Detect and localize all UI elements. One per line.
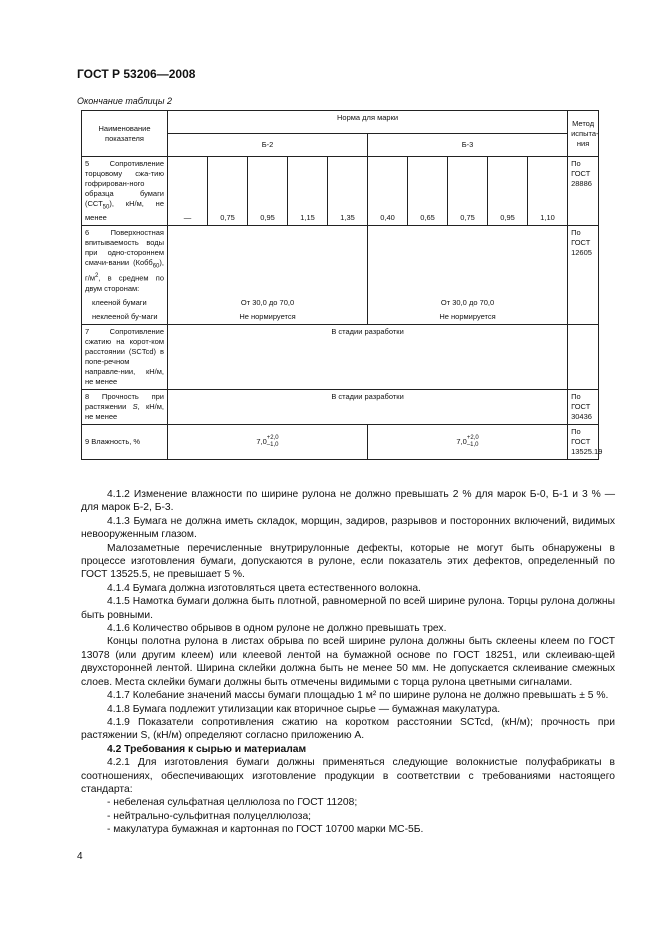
paragraph: 4.1.7 Колебание значений массы бумаги площадью 1 м² по ширине рулона не должно превышать ± 5 %. xyxy=(107,690,609,702)
header-b2-cell: Б-2 xyxy=(168,134,368,157)
header-b3-cell: Б-3 xyxy=(368,134,568,157)
row6b-b2: Не нормируется xyxy=(168,310,368,325)
paragraph: 4.1.3 Бумага не должна иметь складок, морщин, задиров, разрывов и посторонних включений, видимых невооруженным глазом. xyxy=(81,515,615,541)
row5-value: 0,65 xyxy=(408,157,448,226)
row9-method: По ГОСТ 13525.19 xyxy=(568,424,599,459)
paragraph: 4.1.6 Количество обрывов в одном рулоне не должно превышать трех. xyxy=(107,623,447,635)
paragraph: 4.1.2 Изменение влажности по ширине рулона не должно превышать 2 % для марок Б-0, Б-1 и 3 % — для марок Б-2, Б-3. xyxy=(81,489,615,514)
row6a-b2: От 30,0 до 70,0 xyxy=(168,296,368,310)
row-6 xyxy=(82,225,599,296)
table-caption: Окончание таблицы 2 xyxy=(77,96,172,106)
paragraph: 4.2.1 Для изготовления бумаги должны применяться следующие волокнистые полуфабрикаты в соотношениях, обеспечивающих изготовление продукции в соответствии с требованиями настоящего стандарта: xyxy=(81,757,615,795)
row8-name: 8 Прочность при растяжении S, кН/м, не менее xyxy=(82,389,168,424)
row5-name: 5 Сопротивление торцовому сжа-тию гофрирован-ного образца бумаги $(ССТ_{50})$, кН/м, не менее xyxy=(82,157,168,226)
row9-b2: 7,0+2,0 –1,0 xyxy=(168,424,368,459)
document-header: ГОСТ Р 53206—2008 xyxy=(77,67,196,81)
header-name-cell: Наименование показателя xyxy=(82,111,168,157)
row9-name: 9 Влажность, % xyxy=(82,424,168,459)
row-5 xyxy=(82,157,599,226)
row-8 xyxy=(82,389,599,424)
row-9 xyxy=(82,424,599,459)
row6a-b3: От 30,0 до 70,0 xyxy=(368,296,568,310)
row5-value: 0,40 xyxy=(368,157,408,226)
row5-value: 0,95 xyxy=(488,157,528,226)
row5-value: 0,75 xyxy=(208,157,248,226)
paragraph: 4.1.8 Бумага подлежит утилизации как вторичное сырье — бумажная макулатура. xyxy=(107,703,501,715)
row-7 xyxy=(82,324,599,389)
paragraph: 4.1.5 Намотка бумаги должна быть плотной, равномерной по всей ширине рулона. Торцы рулона должны быть ровными. xyxy=(81,596,615,621)
list-item: - небеленая сульфатная целлюлоза по ГОСТ 11208; xyxy=(107,797,358,809)
row-6a xyxy=(82,296,599,310)
body-text xyxy=(81,488,615,837)
row5-method: По ГОСТ 28886 xyxy=(568,157,599,226)
row5-value: 1,35 xyxy=(328,157,368,226)
row5-value: 0,95 xyxy=(248,157,288,226)
row6-name: 6 Поверхностная впитываемость воды при одно-стороннем смачи-вании (Кобб$_{60}$), $г/м^2$, в среднем по двум сторонам: xyxy=(82,225,168,296)
section-heading: 4.2 Требования к сырью и материалам xyxy=(107,743,307,755)
paragraph: 4.1.4 Бумага должна изготовляться цвета естественного волокна. xyxy=(107,582,421,594)
row8-value: В стадии разработки xyxy=(168,389,568,424)
row8-method: По ГОСТ 30436 xyxy=(568,389,599,424)
row6a-name: клееной бумаги xyxy=(82,296,168,310)
row7-value: В стадии разработки xyxy=(168,324,568,389)
row5-value: 1,15 xyxy=(288,157,328,226)
properties-table xyxy=(81,110,603,460)
row9-b3: 7,0+2,0 –1,0 xyxy=(368,424,568,459)
row6b-name: неклееной бу-маги xyxy=(82,310,168,325)
row6b-b3: Не нормируется xyxy=(368,310,568,325)
row6-method: По ГОСТ 12605 xyxy=(568,225,599,324)
paragraph: Концы полотна рулона в листах обрыва по всей ширине рулона должны быть склеены клеем по ГОСТ 13078 (или другим клеем) или клеевой лентой на бумажной основе по ГОСТ 18251, или склеиваю-щей двухсторонней лентой. Ширина склейки должна быть не менее 50 мм. Не допускается склеивание смежных слоев. Места склейки бумаги должны быть отмечены видимыми с торца рулона цветными сигналами. xyxy=(81,636,615,688)
paragraph: Малозаметные перечисленные внутрирулонные дефекты, которые не могут быть обнаружены в процессе изготовления бумаги, допускаются в рулоне, если показатель этих дефектов, определенный по ГОСТ 13525.5, не превышает 5 %. xyxy=(81,542,615,581)
row5-value: — xyxy=(168,157,208,226)
header-method-cell: Метод испыта-ния xyxy=(568,111,599,157)
row7-name: 7 Сопротивление сжатию на корот-ком расстоянии (SCTcd) в попе-речном направле-нии, кН/м, не менее xyxy=(82,324,168,389)
page-number: 4 xyxy=(77,851,83,862)
list-item: - макулатура бумажная и картонная по ГОСТ 10700 марки МС-5Б. xyxy=(107,824,424,836)
row5-value: 0,75 xyxy=(448,157,488,226)
paragraph: 4.1.9 Показатели сопротивления сжатию на коротком расстоянии SCTcd, (кН/м); прочность при растяжении S, (кН/м) определяют согласно приложению А. xyxy=(81,716,615,742)
header-norm-cell: Норма для марки xyxy=(168,111,568,134)
row-6b xyxy=(82,310,599,325)
list-item: - нейтрально-сульфитная полуцеллюлоза; xyxy=(107,810,312,822)
row5-value: 1,10 xyxy=(528,157,568,226)
